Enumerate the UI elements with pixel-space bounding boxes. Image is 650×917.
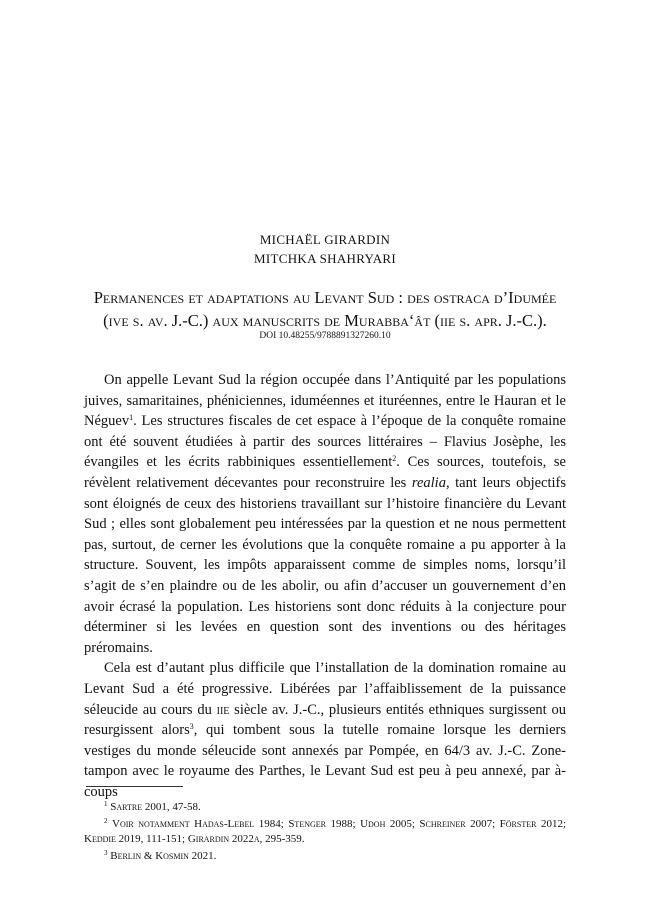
text-run: On appelle Levant Sud la région occupée dans l’Antiquité par les populations juives, samaritaines, phéniciennes, iduméennes et ituréennes, entre le Hauran et le Néguev	[84, 372, 566, 430]
century-numeral: iie	[216, 701, 230, 718]
author-name: MICHAËL GIRARDIN	[259, 232, 391, 247]
paragraph	[84, 658, 566, 802]
footnote	[84, 849, 566, 864]
text-run: , qui tombent sous la tutelle romaine lorsque les derniers vestiges du monde séleucide sont annexés par Pompée, en 64/3 av. J.-C. Zone-tampon avec le royaume des Parthes, le Levant Sud est peu à peu annexé, par à-coups	[84, 722, 566, 800]
text-run: . Ces sources, toutefois, se révèlent relativement décevantes pour reconstruire les	[84, 454, 566, 491]
footnotes	[84, 800, 566, 866]
authors-block	[0, 230, 650, 268]
chapter-title-line: Permanences et adaptations au Levant Sud : des ostraca d’Idumée	[93, 288, 557, 307]
footnote-text: Voir notamment Hadas-Lebel 1984; Stenger 1988; Udoh 2005; Schreiner 2007; Förster 2012; Keddie 2019, 111-151; Girardin 2022a, 295-359.	[84, 818, 566, 845]
italic-term: realia	[411, 474, 446, 491]
text-run: . Les structures fiscales de cet espace à l’époque de la conquête romaine ont été souvent étudiées à partir des sources littéraires – Flavius Josèphe, les évangiles et les écrits rabbiniques essentiellement	[84, 413, 566, 471]
chapter-title-line: (ive s. av. J.-C.) aux manuscrits de Murabba‘ât (iie s. apr. J.-C.).	[103, 311, 547, 330]
text-run: siècle av. J.-C., plusieurs entités ethniques surgissent ou resurgissent alors	[84, 701, 566, 739]
footnote-number: 2	[104, 817, 108, 825]
footnote-number: 3	[104, 849, 108, 857]
footnote	[84, 800, 566, 815]
footnote-text: Berlin & Kosmin 2021.	[110, 850, 217, 862]
footnote-ref[interactable]: 1	[129, 413, 134, 423]
text-run: , tant leurs objectifs sont éloignés de ceux des historiens travaillant sur l’histoire financière du Levant Sud ; elles sont globalement peu intéressées par la question et ne nous permettent pas, surtout, de cerner les évolutions que la conquête romaine a pu apporter à la structure. Souvent, les impôts apparaissent comme de simples noms, lorsqu’il s’agit de s’en plaindre ou de les abolir, ou afin d’accuser un gouvernement d’en avoir écrasé la population. Les historiens sont donc réduits à la conjecture pour déterminer si les levées en question sont des inventions ou des héritages préromains.	[84, 474, 567, 656]
body-text	[84, 370, 566, 802]
footnote-separator	[86, 786, 183, 787]
footnote-text: Sartre 2001, 47-58.	[110, 801, 201, 813]
author-name: MITCHKA SHAHRYARI	[254, 251, 396, 266]
paragraph	[84, 370, 566, 658]
footnote-ref[interactable]: 2	[392, 454, 397, 464]
text-run: Cela est d’autant plus difficile que l’installation de la domination romaine au Levant Sud a été progressive. Libérées par l’affaiblissement de la puissance séleucide au cours du	[84, 660, 566, 718]
footnote	[84, 817, 566, 847]
footnote-ref[interactable]: 3	[189, 722, 194, 732]
footnote-number: 1	[104, 800, 108, 808]
chapter-title	[62, 286, 588, 332]
doi-reference: DOI 10.48255/9788891327260.10	[259, 331, 391, 341]
